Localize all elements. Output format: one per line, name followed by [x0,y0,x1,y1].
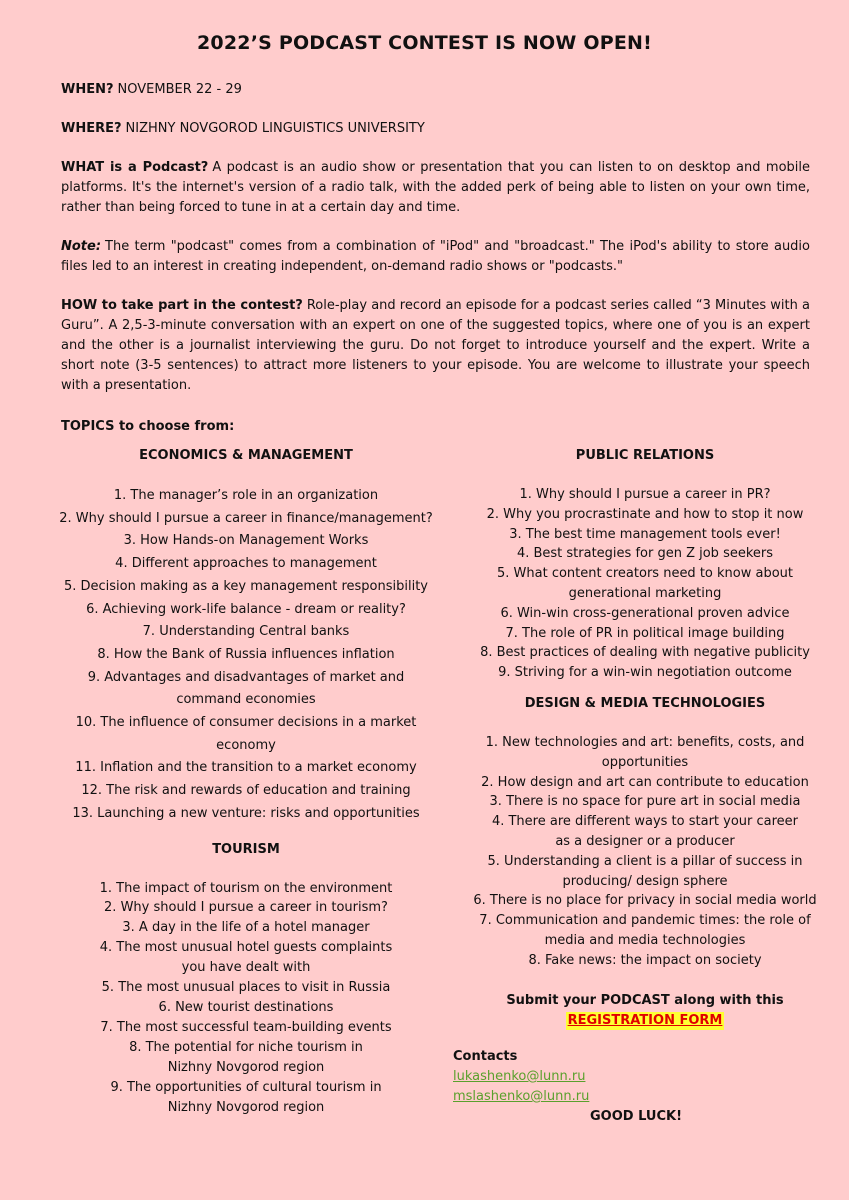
design-list [450,733,840,971]
tourism-topic-item: 2. Why should I pursue a career in tourism? [104,900,388,916]
economics-topic-item: 6. Achieving work-life balance - dream or reality? [86,601,406,617]
economics-topic-item: 9. Advantages and disadvantages of market and [87,669,405,685]
tourism-topic-item: 6. New tourist destinations [158,999,334,1015]
design-topic-item: 4. There are different ways to start your career [491,814,799,830]
economics-topic-item: 12. The risk and rewards of education and training [81,783,411,799]
economics-topic-item: 1. The manager’s role in an organization [113,488,379,503]
pr-topic-item: 7. The role of PR in political image building [505,625,785,641]
tourism-topic-item: Nizhny Novgorod region [167,1059,325,1075]
economics-topic-item: 7. Understanding Central banks [142,624,350,640]
page-title: 2022’S PODCAST CONTEST IS NOW OPEN! [197,32,652,54]
pr-list [450,485,840,683]
economics-topic-item: 3. How Hands-on Management Works [123,533,369,549]
note-paragraph [61,237,810,277]
tourism-topic-item: 4. The most unusual hotel guests complaints [99,940,393,956]
pr-title: PUBLIC RELATIONS [575,448,715,463]
tourism-topic-item: Nizhny Novgorod region [167,1099,325,1115]
tourism-list [46,879,446,1118]
when-line [61,80,810,100]
pr-topic-item: 6. Win-win cross-generational proven advice [500,605,790,621]
economics-topic-item: 8. How the Bank of Russia influences inflation [97,646,395,662]
pr-topic-item: 9. Striving for a win-win negotiation outcome [498,665,792,681]
note-label: Note: [61,239,102,254]
pr-topic-item: generational marketing [568,585,722,601]
tourism-topic-item: 9. The opportunities of cultural tourism in [110,1079,382,1095]
pr-topic-item: 4. Best strategies for gen Z job seekers [516,546,774,562]
design-topic-item: 8. Fake news: the impact on society [528,952,762,968]
design-topic-item: as a designer or a producer [555,833,735,849]
how-paragraph [61,296,810,396]
how-text: Role-play and record an episode for a podcast series called “3 Minutes with a Guru”. A 2,5-3-minute conversation with an expert on one of the suggested topics, where one of you is an expert and the other is a journalist interviewing the guru. Do not forget to introduce yourself and the expert. Write a short note (3-5 sentences) to attract more listeners to your episode. You are welcome to illustrate your speech with a presentation. [61,298,810,393]
design-topic-item: 5. Understanding a client is a pillar of success in [487,853,803,869]
economics-topic-item: 2. Why should I pursue a career in finance/management? [59,510,433,526]
tourism-topic-item: 5. The most unusual places to visit in Russia [101,980,391,996]
when-value: NOVEMBER 22 - 29 [117,82,242,97]
design-topic-item: 3. There is no space for pure art in social media [489,794,801,810]
contact-email-2[interactable]: mslashenko@lunn.ru [453,1089,590,1104]
left-column [46,446,446,1117]
design-topic-item: 6. There is no place for privacy in social media world [473,893,817,909]
economics-title: ECONOMICS & MANAGEMENT [139,448,353,463]
what-paragraph [61,158,810,218]
when-label: WHEN? [61,82,114,97]
design-topic-item: producing/ design sphere [562,873,728,889]
economics-topic-item: 11. Inflation and the transition to a market economy [75,760,417,776]
what-label: WHAT is a Podcast? [61,160,209,175]
what-text: A podcast is an audio show or presentation that you can listen to on desktop and mobile platforms. It's the internet's version of a radio talk, with the added perk of being able to listen on your own time, rather than being forced to tune in at a certain day and time. [61,160,810,215]
pr-topic-item: 3. The best time management tools ever! [509,526,781,542]
design-topic-item: 2. How design and art can contribute to education [481,774,809,790]
economics-topic-item: command economies [176,692,316,708]
intro-section [61,80,810,415]
design-topic-item: opportunities [601,754,689,770]
contact-email-1[interactable]: lukashenko@lunn.ru [453,1069,586,1084]
economics-topic-item: 5. Decision making as a key management responsibility [63,578,429,594]
tourism-title: TOURISM [212,841,280,857]
tourism-topic-item: 7. The most successful team-building events [100,1019,392,1035]
pr-topic-item: 1. Why should I pursue a career in PR? [519,487,771,502]
note-text: The term "podcast" comes from a combination of "iPod" and "broadcast." The iPod's ability to store audio files led to an interest in creating independent, on-demand radio shows or "podcasts." [61,239,810,274]
pr-topic-item: 8. Best practices of dealing with negative publicity [480,645,810,661]
tourism-topic-item: 8. The potential for niche tourism in [129,1039,363,1055]
right-column [450,446,840,1031]
tourism-topic-item: you have dealt with [181,960,311,976]
registration-wrap [450,1011,840,1031]
registration-form-link[interactable]: REGISTRATION FORM [567,1012,723,1028]
pr-topic-item: 2. Why you procrastinate and how to stop it now [486,506,804,522]
design-title: DESIGN & MEDIA TECHNOLOGIES [524,695,766,711]
economics-list [46,485,446,826]
economics-topic-item: 10. The influence of consumer decisions in a market [75,715,417,731]
contacts-heading: Contacts [453,1049,518,1064]
where-value: NIZHNY NOVGOROD LINGUISTICS UNIVERSITY [125,121,425,136]
where-label: WHERE? [61,121,122,136]
economics-topic-item: economy [216,737,276,753]
tourism-topic-item: 3. A day in the life of a hotel manager [122,920,370,936]
topics-heading: TOPICS to choose from: [61,419,235,434]
economics-topic-item: 4. Different approaches to management [115,556,377,572]
design-topic-item: 7. Communication and pandemic times: the role of [479,913,811,929]
pr-topic-item: 5. What content creators need to know about [497,566,793,582]
design-topic-item: media and media technologies [544,932,746,948]
submit-text: Submit your PODCAST along with this [506,992,784,1008]
design-topic-item: 1. New technologies and art: benefits, costs, and [485,734,805,750]
where-line [61,119,810,139]
good-luck-text: GOOD LUCK! [590,1109,683,1124]
how-label: HOW to take part in the contest? [61,298,303,313]
contacts-section [453,1047,589,1107]
economics-topic-item: 13. Launching a new venture: risks and opportunities [72,805,420,821]
tourism-topic-item: 1. The impact of tourism on the environment [99,880,393,896]
